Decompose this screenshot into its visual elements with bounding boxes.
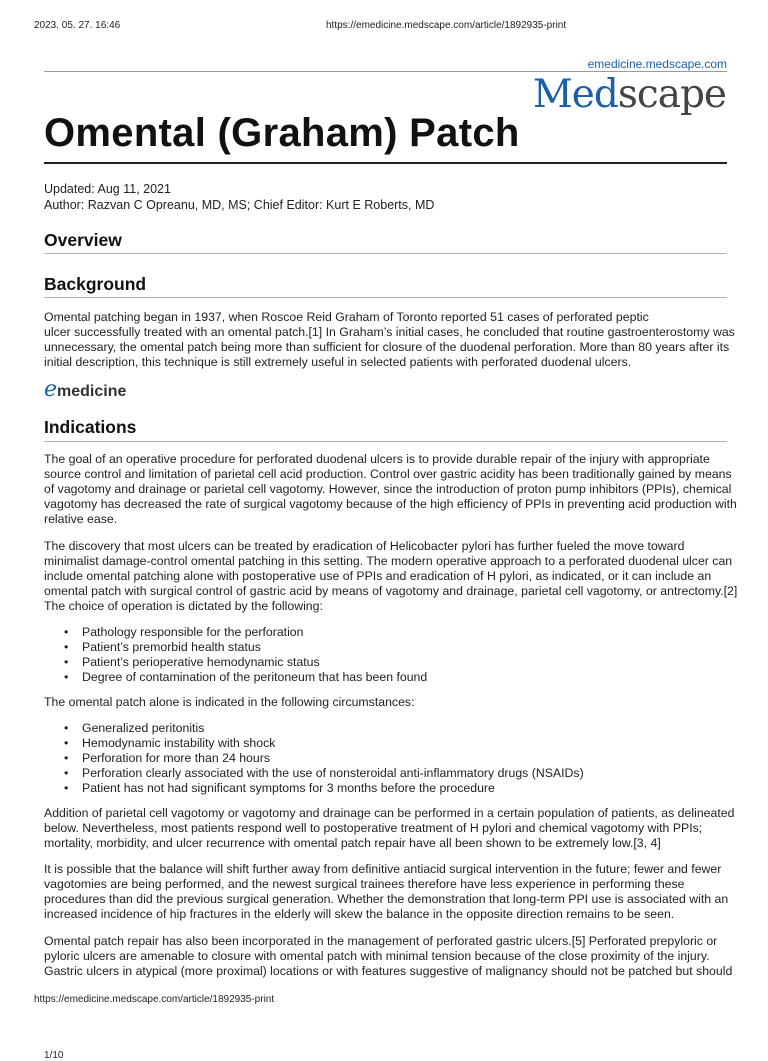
- indications-paragraph-1: [44, 452, 737, 527]
- text-line: Omental patch repair has also been incorporated in the management of perforated gastric ulcers.[5] Perforated prepyloric or: [44, 934, 718, 948]
- list-item: • Hemodynamic instability with shock: [44, 736, 584, 751]
- text-line: Gastric ulcers in atypical (more proximal) locations or with features suggestive of malignancy should not be patched but should: [44, 964, 733, 978]
- emedicine-logo-text: medicine: [57, 383, 127, 400]
- text-line: procedures than did the previous surgical generation. Whether the demonstration that long-term PPI use is associated with an: [44, 892, 729, 906]
- text-line: vagotomy has decreased the rate of surgical vagotomy because of the high efficiency of PPIs in preventing acid production with: [44, 497, 737, 511]
- section-indications: Indications: [44, 417, 137, 437]
- article-meta: [44, 181, 434, 213]
- text-line: relative ease.: [44, 512, 118, 526]
- article-title: Omental (Graham) Patch: [44, 111, 520, 155]
- text-line: increased incidence of hip fractures in the elderly will skew the balance in the opposite direction remains to be seen.: [44, 907, 675, 921]
- text-line: Addition of parietal cell vagotomy or vagotomy and drainage can be performed in a certain population of patients, as delineated: [44, 806, 735, 820]
- text-line: mortality, morbidity, and ulcer recurrence with omental patch repair have all been shown to be extremely low.[3, 4]: [44, 836, 661, 850]
- text-line: of vagotomy and drainage or parietal cell vagotomy. However, since the introduction of proton pump inhibitors (PPIs), chemical: [44, 482, 732, 496]
- text-line: source control and limitation of parietal cell acid production. Control over gastric acidity has been traditionally gained by means: [44, 467, 732, 481]
- emedicine-logo: [44, 379, 126, 401]
- footer-url: https://emedicine.medscape.com/article/1892935-print: [34, 994, 275, 1005]
- text-line: initial description, this technique is still extremely useful in selected patients with perforated duodenal ulcers.: [44, 355, 632, 369]
- text-line: The goal of an operative procedure for perforated duodenal ulcers is to provide durable repair of the injury with appropriate: [44, 452, 710, 466]
- text-line: pyloric ulcers are amenable to closure with omental patch with minimal tension because of the close proximity of the injury.: [44, 949, 710, 963]
- list-item: • Patient’s premorbid health status: [44, 640, 427, 655]
- overview-divider: [44, 253, 727, 254]
- section-overview: Overview: [44, 230, 122, 250]
- list-item: • Perforation clearly associated with the use of nonsteroidal anti-inflammatory drugs (NSAIDs): [44, 766, 584, 781]
- background-paragraph: [44, 310, 735, 370]
- list-item: • Degree of contamination of the peritoneum that has been found: [44, 670, 427, 685]
- text-line: Omental patching began in 1937, when Roscoe Reid Graham of Toronto reported 51 cases of perforated peptic: [44, 310, 649, 324]
- list-item: • Generalized peritonitis: [44, 721, 584, 736]
- list-item: • Patient has not had significant symptoms for 3 months before the procedure: [44, 781, 584, 796]
- omental-alone-intro: [44, 695, 727, 710]
- choice-list: [44, 625, 427, 685]
- list-item: • Pathology responsible for the perforation: [44, 625, 427, 640]
- list-item: • Perforation for more than 24 hours: [44, 751, 584, 766]
- background-divider: [44, 297, 727, 298]
- text-line: The omental patch alone is indicated in the following circumstances:: [44, 695, 415, 709]
- section-background: Background: [44, 274, 147, 294]
- text-line: minimalist damage-control omental patching in this setting. The modern operative approach to a perforated duodenal ulcer can: [44, 554, 733, 568]
- emedicine-logo-e: e: [44, 377, 58, 402]
- title-divider: [44, 162, 727, 164]
- circumstances-list: [44, 721, 584, 796]
- page-number: 1/10: [44, 1050, 64, 1061]
- text-line: The discovery that most ulcers can be treated by eradication of Helicobacter pylori has further fueled the move toward: [44, 539, 685, 553]
- print-header: [0, 0, 768, 30]
- list-item: • Patient’s perioperative hemodynamic status: [44, 655, 427, 670]
- text-line: It is possible that the balance will shift further away from definitive antiacid surgical intervention in the future; fewer and fewer: [44, 862, 722, 876]
- text-line: below. Nevertheless, most patients respond well to postoperative treatment of H pylori and chemical vagotomy with PPIs;: [44, 821, 703, 835]
- indications-paragraph-4: [44, 862, 727, 922]
- site-link[interactable]: emedicine.medscape.com: [587, 57, 727, 71]
- indications-paragraph-3: [44, 806, 735, 851]
- logo-part-scape: scape: [617, 72, 726, 117]
- author-line: Author: Razvan C Opreanu, MD, MS; Chief Editor: Kurt E Roberts, MD: [44, 198, 435, 212]
- logo-part-med: Med: [532, 72, 618, 117]
- text-line: The choice of operation is dictated by the following:: [44, 599, 323, 613]
- medscape-logo: [532, 72, 726, 117]
- text-line: include omental patching alone with postoperative use of PPIs and eradication of H pylori, as indicated, or it can include an: [44, 569, 712, 583]
- updated-date: Updated: Aug 11, 2021: [44, 182, 171, 196]
- indications-divider: [44, 441, 727, 442]
- indications-paragraph-2: [44, 539, 738, 614]
- text-line: unnecessary, the omental patch being more than sufficient for closure of the duodenal perforation. More than 80 years after its: [44, 340, 730, 354]
- text-line: vagotomies are being performed, and the newest surgical trainees therefore have less experience in performing these: [44, 877, 685, 891]
- print-datetime: 2023. 05. 27. 16:46: [34, 20, 121, 31]
- text-line: ulcer successfully treated with an omental patch.[1] In Graham’s initial cases, he concluded that routine gastroenterostomy was: [44, 325, 735, 339]
- text-line: omental patch with surgical control of gastric acid by means of vagotomy and drainage, parietal cell vagotomy, or antrectomy.[2]: [44, 584, 738, 598]
- indications-paragraph-5: [44, 934, 733, 979]
- print-url: https://emedicine.medscape.com/article/1892935-print: [326, 20, 567, 31]
